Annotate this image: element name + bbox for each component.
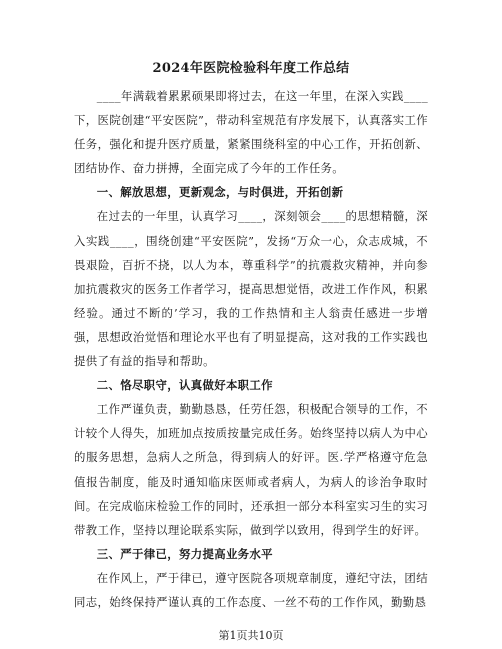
section-heading-1: 一、解放思想，更新观念，与时俱进，开拓创新 bbox=[96, 185, 344, 200]
section-1-paragraph: 在过去的一年里，认真学习____，深刻领会____的思想精髓，深入实践____，围绕创建“平安医院”，发扬“万众一心，众志成城，不畏艰险，百折不挠，以人为本，尊重科学”的抗震救灾精神，并向参加抗震救灾的医务工作者学习，提高思想觉悟，改进工作作风，积累经验。通过不断的’学习，我的工作热情和主人翁责任感进一步增强，思想政治觉悟和理论水平也有了明显提高，这对我的工作实践也提供了有益的指导和帮助。 bbox=[74, 209, 428, 369]
section-2-paragraph: 工作严谨负责，勤勤恳恳，任劳任怨，积极配合领导的工作，不计较个人得失，加班加点按质按量完成任务。始终坚持以病人为中心的服务思想，急病人之所急，得到病人的好评。医.学严格遵守危急值报告制度，能及时通知临床医师或者病人，为病人的诊治争取时间。在完成临床检验工作的同时，还承担一部分本科室实习生的实习带教工作，坚持以理论联系实际，做到学以致用，得到学生的好评。 bbox=[74, 402, 428, 537]
section-3-paragraph: 在作风上，严于律已，遵守医院各项规章制度，遵纪守法，团结同志，始终保持严谨认真的工作态度、一丝不苟的工作作风，勤勤恳 bbox=[74, 570, 428, 609]
document-title: 2024年医院检验科年度工作总结 bbox=[152, 61, 350, 76]
page-number-footer: 第1页共10页 bbox=[218, 629, 284, 642]
section-heading-3: 三、严于律已，努力提高业务水平 bbox=[96, 546, 273, 561]
intro-paragraph: ____年满载着累累硕果即将过去，在这一年里，在深入实践____下，医院创建“平安医院”，带动科室规范有序发展下，认真落实工作任务，强化和提升医疗质量，紧紧围绕科室的中心工作，开拓创新、团结协作、奋力拼搏，全面完成了今年的工作任务。 bbox=[74, 89, 428, 176]
document-body bbox=[74, 84, 428, 614]
section-heading-2: 二、恪尽职守，认真做好本职工作 bbox=[96, 378, 273, 393]
